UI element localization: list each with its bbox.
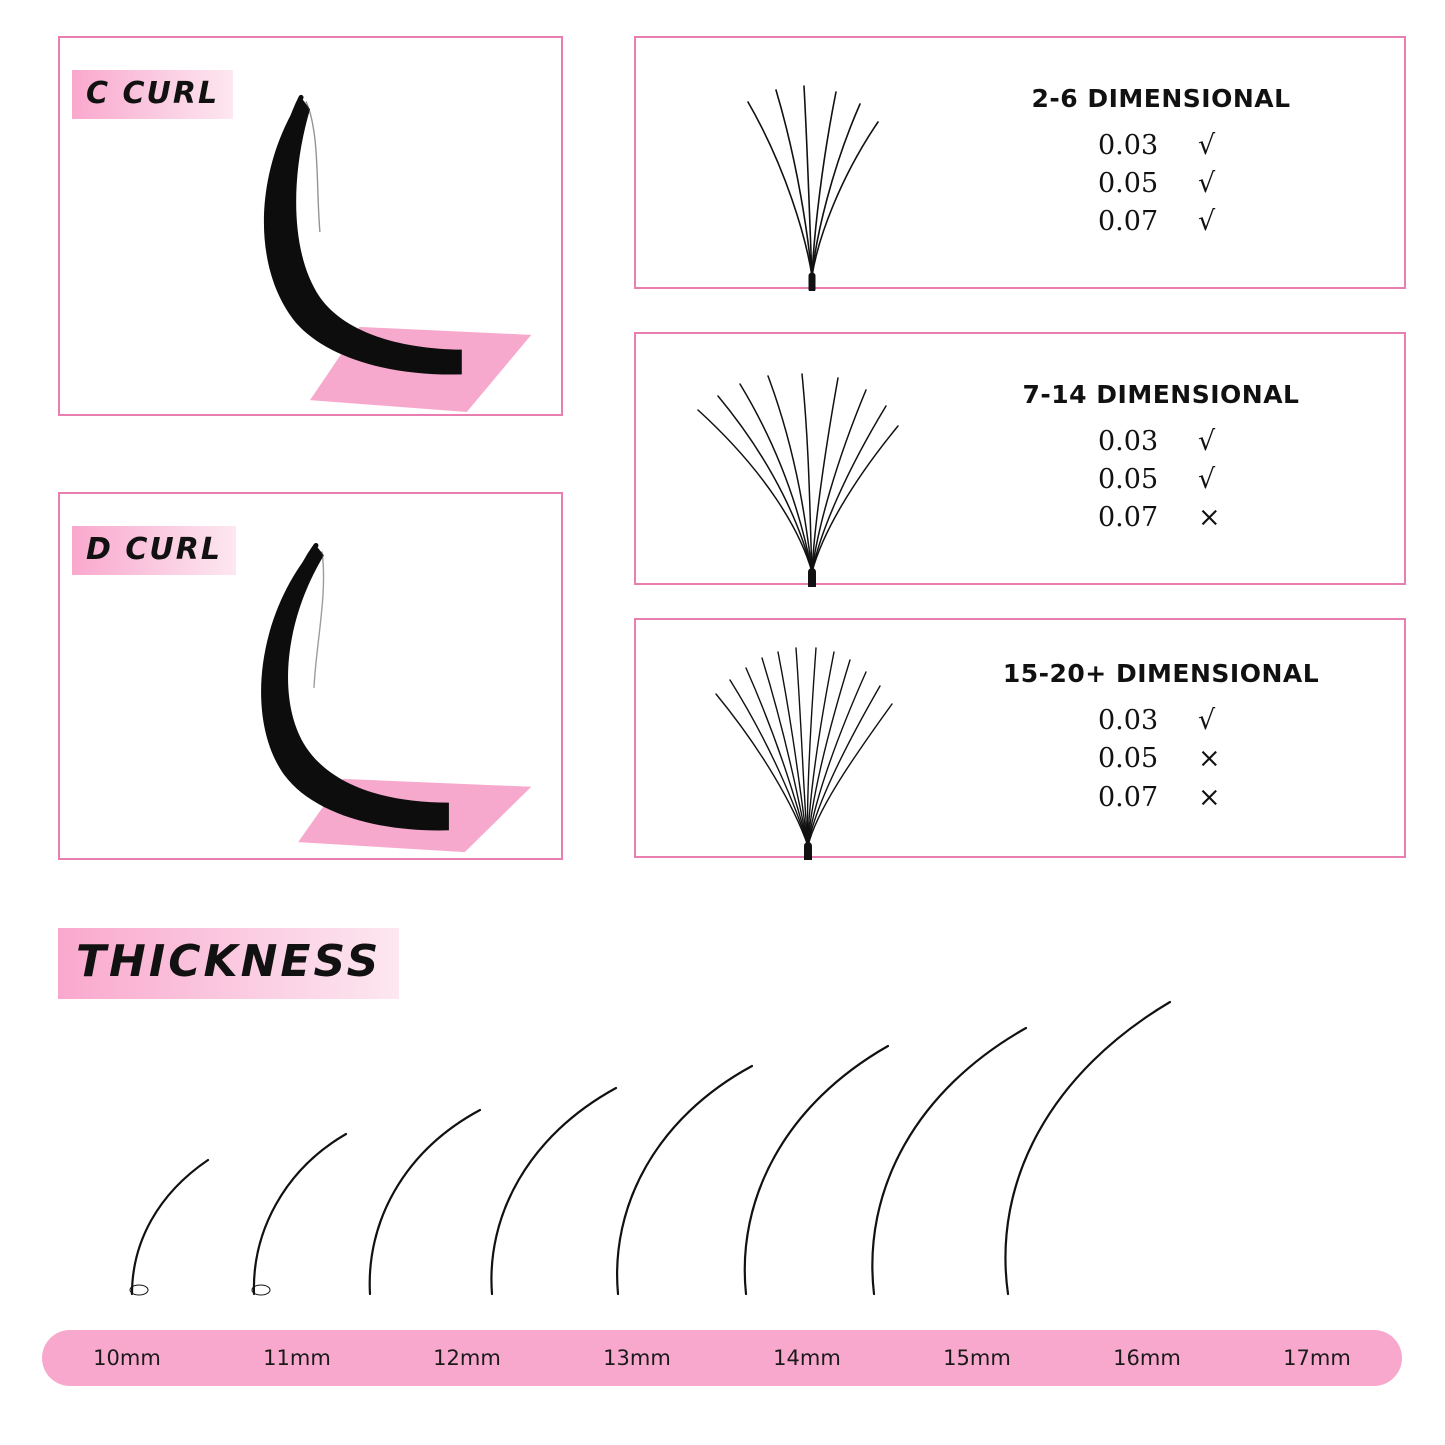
length-label: 13mm bbox=[603, 1346, 671, 1370]
thickness-list bbox=[1098, 127, 1224, 242]
dimensional-info-15-20 bbox=[936, 659, 1404, 817]
length-label: 14mm bbox=[773, 1346, 841, 1370]
thickness-value: 0.05 bbox=[1098, 167, 1159, 199]
thickness-list bbox=[1098, 702, 1224, 817]
length-label: 15mm bbox=[943, 1346, 1011, 1370]
dimensional-title: 7-14 DIMENSIONAL bbox=[1022, 379, 1300, 409]
length-label: 10mm bbox=[93, 1346, 161, 1370]
length-label: 16mm bbox=[1113, 1346, 1181, 1370]
availability-mark: √ bbox=[1198, 705, 1216, 736]
availability-mark: √ bbox=[1198, 129, 1216, 161]
thickness-row bbox=[1098, 779, 1224, 817]
availability-mark: × bbox=[1198, 743, 1221, 775]
thickness-list bbox=[1098, 423, 1224, 538]
dimensional-title: 15-20+ DIMENSIONAL bbox=[1002, 659, 1320, 688]
fan-illustration-15-20 bbox=[636, 620, 936, 856]
length-label: 11mm bbox=[263, 1346, 331, 1370]
thickness-value: 0.05 bbox=[1098, 463, 1159, 495]
thickness-row bbox=[1098, 165, 1224, 203]
length-scale-bar bbox=[42, 1330, 1402, 1386]
thickness-value: 0.03 bbox=[1098, 705, 1159, 736]
thickness-value: 0.03 bbox=[1098, 425, 1159, 457]
thickness-row bbox=[1098, 461, 1224, 499]
dimensional-panel-7-14 bbox=[634, 332, 1406, 585]
thickness-row bbox=[1098, 499, 1224, 537]
c-curl-panel bbox=[58, 36, 563, 416]
length-label: 17mm bbox=[1283, 1346, 1351, 1370]
fan-svg bbox=[636, 38, 936, 291]
availability-mark: × bbox=[1198, 502, 1221, 534]
thickness-value: 0.07 bbox=[1098, 502, 1159, 534]
fan-illustration-2-6 bbox=[636, 38, 936, 287]
availability-mark: √ bbox=[1198, 206, 1216, 238]
thickness-value: 0.07 bbox=[1098, 206, 1159, 238]
fan-svg bbox=[636, 620, 936, 860]
d-curl-panel bbox=[58, 492, 563, 860]
thickness-row bbox=[1098, 127, 1224, 165]
thickness-value: 0.05 bbox=[1098, 743, 1159, 775]
d-curl-label: D CURL bbox=[72, 526, 236, 575]
lash-length-illustrations bbox=[40, 980, 1405, 1310]
lash-curves-svg bbox=[40, 980, 1405, 1310]
thickness-row bbox=[1098, 740, 1224, 778]
length-label: 12mm bbox=[433, 1346, 501, 1370]
thickness-row bbox=[1098, 702, 1224, 740]
availability-mark: √ bbox=[1198, 425, 1216, 457]
thickness-row bbox=[1098, 423, 1224, 461]
thickness-row bbox=[1098, 203, 1224, 241]
thickness-value: 0.03 bbox=[1098, 129, 1159, 161]
dimensional-info-2-6 bbox=[936, 84, 1404, 242]
availability-mark: √ bbox=[1198, 463, 1216, 495]
dimensional-title: 2-6 DIMENSIONAL bbox=[1031, 83, 1291, 113]
availability-mark: × bbox=[1198, 781, 1221, 813]
fan-svg bbox=[636, 334, 936, 587]
availability-mark: √ bbox=[1198, 167, 1216, 199]
dimensional-panel-2-6 bbox=[634, 36, 1406, 289]
dimensional-panel-15-20 bbox=[634, 618, 1406, 858]
c-curl-label: C CURL bbox=[72, 70, 233, 119]
thickness-value: 0.07 bbox=[1098, 781, 1159, 813]
dimensional-info-7-14 bbox=[936, 380, 1404, 538]
thickness-label: THICKNESS bbox=[58, 928, 399, 999]
fan-illustration-7-14 bbox=[636, 334, 936, 583]
